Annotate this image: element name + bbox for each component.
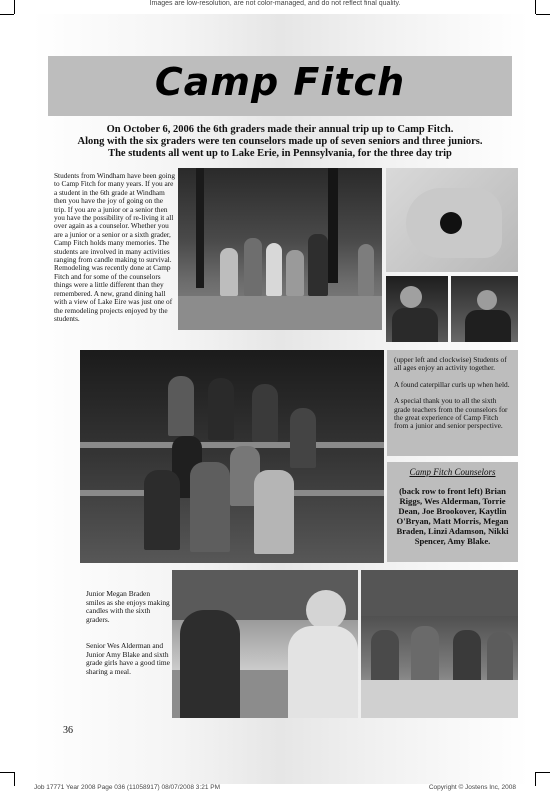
- person: [266, 243, 282, 296]
- caption-text: A found caterpillar curls up when held.: [394, 379, 510, 389]
- print-notice: Images are low-resolution, are not color-managed, and do not reflect final quality.: [149, 0, 401, 7]
- person: [308, 234, 328, 296]
- footer-copyright: Copyright © Jostens Inc, 2008: [428, 784, 516, 791]
- photo-counselors-group: [80, 350, 384, 563]
- story-body: Students from Windham have been going to Camp Fitch for many years. If you are a student in the 6th grade at Windham then you have the joy of going on the trip. If you are a junior or a senior then you have the possibility of re-living it all over again as a counselor. Whether you are a junior or a senior or a sixth grader, Camp Fitch holds many memories. The students are involved in many activities ranging from candle making to survival. Remodeling was recently done at Camp Fitch and for some of the counselors things were a little different than they remembered. A new, grand dining hall with a view of Lake Eire was just one of the remodeling projects enjoyed by the students.: [54, 171, 175, 323]
- photo-caterpillar: [386, 168, 518, 272]
- side-caption: Senior Wes Alderman and Junior Amy Blake and sixth grade girls have a good time sharing a meal.: [86, 641, 170, 676]
- person: [180, 610, 240, 718]
- tree-trunk: [328, 168, 338, 283]
- person: [477, 290, 497, 310]
- intro-line: The students all went up to Lake Erie, in Pennsylvania, for the three day trip: [108, 148, 452, 159]
- window: [361, 570, 518, 616]
- counselors-heading: Camp Fitch Counselors: [409, 467, 496, 477]
- person: [465, 310, 511, 342]
- bench: [80, 442, 384, 448]
- person: [306, 590, 346, 630]
- person: [392, 308, 438, 342]
- person: [288, 626, 358, 718]
- photo-candle-making: [172, 570, 358, 718]
- caption-text: A special thank you to all the sixth grade teachers from the counselors for the great experience of Camp Fitch from a junior and senior perspective.: [394, 396, 508, 431]
- crop-mark: [536, 14, 550, 15]
- caption-text: (upper left and clockwise) Students of all ages enjoy an activity together.: [394, 355, 507, 373]
- intro-line: Along with the six graders were ten counselors made up of seven seniors and three juniors.: [77, 136, 483, 147]
- photo-counselors: [451, 276, 518, 342]
- person: [371, 630, 399, 680]
- page-title: Camp Fitch: [154, 60, 406, 104]
- caterpillar: [440, 212, 462, 234]
- table: [361, 680, 518, 718]
- person: [144, 470, 180, 550]
- person: [208, 378, 234, 440]
- person: [453, 630, 481, 680]
- page-number: 36: [63, 725, 73, 736]
- caption-box: [387, 350, 518, 456]
- person: [358, 244, 374, 296]
- crop-mark: [0, 772, 14, 773]
- person: [168, 376, 194, 436]
- counselors-names: (back row to front left) Brian Riggs, Wes Alderman, Torrie Dean, Joe Brookover, Kaytlin O'Bryan, Matt Morris, Megan Braden, Linzi Adamson, Nikki Spencer, Amy Blake.: [396, 486, 509, 546]
- photo-group-woods: [178, 168, 382, 330]
- crop-mark: [535, 0, 536, 14]
- person: [244, 238, 262, 296]
- deck-floor: [178, 296, 382, 330]
- person: [254, 470, 294, 554]
- crop-mark: [535, 772, 536, 786]
- photo-sharing-meal: [361, 570, 518, 718]
- person: [190, 462, 230, 552]
- crop-mark: [14, 0, 15, 14]
- person: [487, 632, 513, 680]
- person: [411, 626, 439, 680]
- side-caption: Junior Megan Braden smiles as she enjoys making candles with the sixth graders.: [86, 589, 170, 624]
- crop-mark: [14, 772, 15, 786]
- crop-mark: [536, 772, 550, 773]
- person: [286, 250, 304, 296]
- intro-line: On October 6, 2006 the 6th graders made their annual trip up to Camp Fitch.: [106, 124, 454, 135]
- crop-mark: [0, 14, 14, 15]
- person: [290, 408, 316, 468]
- footer-job-info: Job 17771 Year 2008 Page 036 (11058917̄) 08/07/2008 3:21 PM: [34, 784, 221, 791]
- counselors-box: [387, 462, 518, 562]
- person: [220, 248, 238, 296]
- tree-trunk: [196, 168, 204, 288]
- intro-text: [70, 124, 490, 160]
- photo-counselor: [386, 276, 448, 342]
- person: [252, 384, 278, 442]
- person: [400, 286, 422, 308]
